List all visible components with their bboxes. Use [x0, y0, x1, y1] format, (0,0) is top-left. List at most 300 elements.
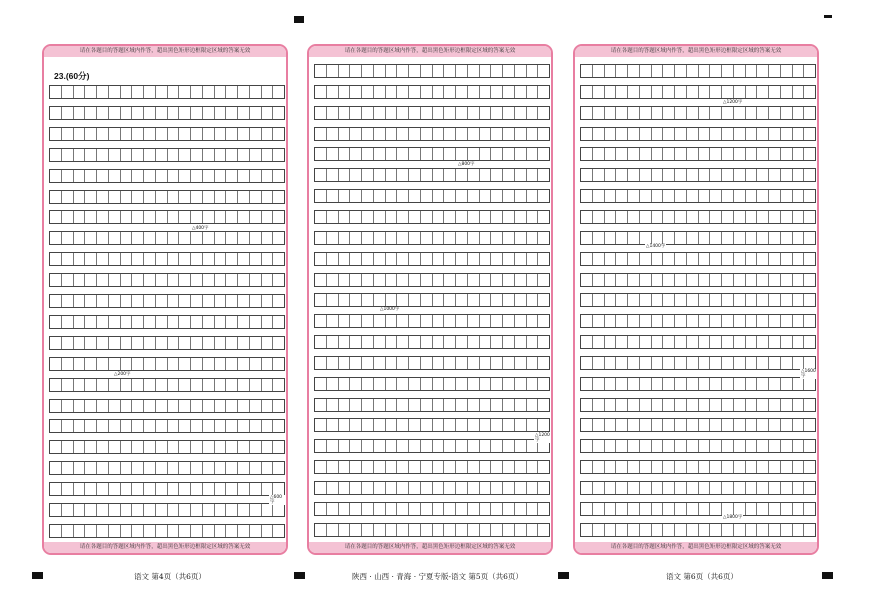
grid-cell[interactable] [640, 315, 652, 327]
grid-cell[interactable] [491, 253, 503, 265]
grid-cell[interactable] [468, 274, 480, 286]
grid-cell[interactable] [421, 211, 433, 223]
grid-cell[interactable] [327, 128, 339, 140]
grid-cell[interactable] [168, 253, 180, 265]
grid-cell[interactable] [640, 169, 652, 181]
grid-cell[interactable] [273, 149, 284, 161]
grid-cell[interactable] [710, 294, 722, 306]
grid-cell[interactable] [699, 253, 711, 265]
grid-cell[interactable] [757, 336, 769, 348]
grid-cell[interactable] [168, 379, 180, 391]
grid-cell[interactable] [421, 169, 433, 181]
grid-cell[interactable] [722, 86, 734, 98]
grid-cell[interactable] [315, 315, 327, 327]
grid-cell[interactable] [433, 232, 445, 244]
grid-cell[interactable] [734, 128, 746, 140]
grid-cell[interactable] [74, 483, 86, 495]
grid-cell[interactable] [444, 378, 456, 390]
grid-cell[interactable] [538, 378, 549, 390]
grid-cell[interactable] [238, 337, 250, 349]
grid-cell[interactable] [663, 107, 675, 119]
grid-cell[interactable] [168, 274, 180, 286]
grid-cell[interactable] [675, 169, 687, 181]
grid-cell[interactable] [168, 128, 180, 140]
grid-row[interactable] [49, 148, 285, 162]
grid-cell[interactable] [97, 525, 109, 537]
grid-cell[interactable] [480, 128, 492, 140]
grid-cell[interactable] [605, 357, 617, 369]
grid-row[interactable] [49, 190, 285, 204]
grid-cell[interactable] [339, 378, 351, 390]
grid-cell[interactable] [781, 148, 793, 160]
grid-cell[interactable] [503, 357, 515, 369]
grid-cell[interactable] [503, 232, 515, 244]
grid-cell[interactable] [687, 399, 699, 411]
grid-cell[interactable] [480, 419, 492, 431]
grid-cell[interactable] [722, 399, 734, 411]
grid-cell[interactable] [315, 190, 327, 202]
grid-cell[interactable] [62, 400, 74, 412]
grid-cell[interactable] [215, 420, 227, 432]
grid-cell[interactable] [421, 107, 433, 119]
grid-cell[interactable] [734, 524, 746, 536]
grid-cell[interactable] [503, 65, 515, 77]
grid-cell[interactable] [699, 315, 711, 327]
grid-cell[interactable] [734, 148, 746, 160]
grid-cell[interactable] [503, 482, 515, 494]
grid-cell[interactable] [74, 337, 86, 349]
grid-cell[interactable] [374, 419, 386, 431]
grid-cell[interactable] [746, 65, 758, 77]
grid-cell[interactable] [593, 190, 605, 202]
grid-cell[interactable] [804, 148, 815, 160]
grid-row[interactable] [49, 440, 285, 454]
grid-row[interactable] [580, 64, 816, 78]
grid-cell[interactable] [362, 503, 374, 515]
grid-cell[interactable] [397, 128, 409, 140]
grid-cell[interactable] [62, 274, 74, 286]
grid-cell[interactable] [121, 274, 133, 286]
grid-cell[interactable] [50, 525, 62, 537]
grid-cell[interactable] [593, 440, 605, 452]
grid-cell[interactable] [85, 191, 97, 203]
grid-cell[interactable] [652, 128, 664, 140]
grid-cell[interactable] [503, 211, 515, 223]
grid-cell[interactable] [793, 357, 805, 369]
grid-cell[interactable] [350, 461, 362, 473]
grid-cell[interactable] [191, 525, 203, 537]
grid-cell[interactable] [757, 294, 769, 306]
grid-cell[interactable] [339, 482, 351, 494]
grid-cell[interactable] [168, 149, 180, 161]
grid-cell[interactable] [640, 357, 652, 369]
grid-cell[interactable] [250, 86, 262, 98]
grid-cell[interactable] [132, 191, 144, 203]
grid-cell[interactable] [616, 419, 628, 431]
grid-cell[interactable] [191, 441, 203, 453]
grid-cell[interactable] [362, 169, 374, 181]
grid-cell[interactable] [273, 483, 284, 495]
grid-cell[interactable] [315, 148, 327, 160]
grid-cell[interactable] [605, 211, 617, 223]
grid-cell[interactable] [121, 191, 133, 203]
grid-cell[interactable] [191, 128, 203, 140]
grid-cell[interactable] [616, 232, 628, 244]
grid-cell[interactable] [327, 211, 339, 223]
grid-cell[interactable] [109, 274, 121, 286]
grid-cell[interactable] [85, 274, 97, 286]
grid-row[interactable] [580, 481, 816, 495]
grid-cell[interactable] [675, 336, 687, 348]
grid-cell[interactable] [605, 190, 617, 202]
grid-cell[interactable] [734, 211, 746, 223]
grid-cell[interactable] [339, 148, 351, 160]
grid-cell[interactable] [62, 462, 74, 474]
grid-cell[interactable] [734, 65, 746, 77]
grid-cell[interactable] [769, 253, 781, 265]
grid-row[interactable] [49, 378, 285, 392]
grid-cell[interactable] [793, 211, 805, 223]
grid-cell[interactable] [374, 232, 386, 244]
grid-cell[interactable] [581, 419, 593, 431]
grid-cell[interactable] [675, 211, 687, 223]
grid-cell[interactable] [273, 295, 284, 307]
grid-cell[interactable] [374, 294, 386, 306]
grid-cell[interactable] [327, 190, 339, 202]
grid-cell[interactable] [262, 274, 274, 286]
grid-cell[interactable] [315, 524, 327, 536]
grid-cell[interactable] [538, 274, 549, 286]
grid-cell[interactable] [62, 420, 74, 432]
grid-cell[interactable] [746, 461, 758, 473]
grid-cell[interactable] [616, 315, 628, 327]
grid-cell[interactable] [121, 295, 133, 307]
grid-cell[interactable] [50, 128, 62, 140]
grid-cell[interactable] [238, 86, 250, 98]
grid-cell[interactable] [273, 107, 284, 119]
grid-cell[interactable] [527, 378, 539, 390]
grid-cell[interactable] [362, 482, 374, 494]
grid-cell[interactable] [191, 504, 203, 516]
grid-cell[interactable] [179, 379, 191, 391]
grid-cell[interactable] [652, 107, 664, 119]
grid-cell[interactable] [527, 294, 539, 306]
grid-cell[interactable] [616, 294, 628, 306]
grid-cell[interactable] [675, 274, 687, 286]
grid-cell[interactable] [746, 482, 758, 494]
grid-cell[interactable] [50, 337, 62, 349]
grid-cell[interactable] [804, 65, 815, 77]
grid-cell[interactable] [581, 190, 593, 202]
grid-cell[interactable] [315, 336, 327, 348]
grid-cell[interactable] [444, 357, 456, 369]
grid-cell[interactable] [769, 294, 781, 306]
grid-cell[interactable] [397, 232, 409, 244]
grid-cell[interactable] [675, 399, 687, 411]
grid-cell[interactable] [734, 357, 746, 369]
grid-cell[interactable] [50, 274, 62, 286]
grid-cell[interactable] [62, 191, 74, 203]
grid-cell[interactable] [273, 128, 284, 140]
grid-cell[interactable] [215, 295, 227, 307]
grid-cell[interactable] [687, 107, 699, 119]
grid-cell[interactable] [109, 420, 121, 432]
grid-cell[interactable] [757, 524, 769, 536]
grid-cell[interactable] [503, 378, 515, 390]
grid-cell[interactable] [132, 462, 144, 474]
grid-cell[interactable] [144, 316, 156, 328]
grid-cell[interactable] [581, 440, 593, 452]
grid-cell[interactable] [804, 274, 815, 286]
grid-cell[interactable] [710, 461, 722, 473]
grid-cell[interactable] [315, 294, 327, 306]
grid-cell[interactable] [515, 503, 527, 515]
grid-cell[interactable] [699, 399, 711, 411]
grid-cell[interactable] [628, 148, 640, 160]
grid-cell[interactable] [804, 169, 815, 181]
grid-cell[interactable] [699, 65, 711, 77]
grid-cell[interactable] [491, 399, 503, 411]
grid-cell[interactable] [397, 315, 409, 327]
grid-cell[interactable] [734, 315, 746, 327]
grid-cell[interactable] [362, 315, 374, 327]
grid-cell[interactable] [327, 86, 339, 98]
grid-row[interactable] [49, 127, 285, 141]
grid-cell[interactable] [581, 524, 593, 536]
grid-cell[interactable] [156, 483, 168, 495]
grid-cell[interactable] [581, 169, 593, 181]
grid-cell[interactable] [757, 482, 769, 494]
grid-cell[interactable] [480, 399, 492, 411]
grid-cell[interactable] [121, 400, 133, 412]
grid-cell[interactable] [421, 86, 433, 98]
grid-cell[interactable] [605, 461, 617, 473]
grid-cell[interactable] [468, 169, 480, 181]
grid-cell[interactable] [339, 232, 351, 244]
grid-cell[interactable] [675, 65, 687, 77]
grid-row[interactable] [314, 273, 550, 287]
grid-cell[interactable] [793, 86, 805, 98]
grid-cell[interactable] [616, 211, 628, 223]
grid-cell[interactable] [339, 461, 351, 473]
grid-cell[interactable] [121, 316, 133, 328]
grid-cell[interactable] [793, 399, 805, 411]
grid-cell[interactable] [97, 232, 109, 244]
grid-cell[interactable] [675, 190, 687, 202]
grid-cell[interactable] [746, 357, 758, 369]
grid-cell[interactable] [593, 169, 605, 181]
grid-cell[interactable] [421, 524, 433, 536]
grid-cell[interactable] [215, 316, 227, 328]
grid-cell[interactable] [433, 440, 445, 452]
grid-cell[interactable] [62, 86, 74, 98]
grid-cell[interactable] [386, 357, 398, 369]
grid-cell[interactable] [456, 190, 468, 202]
grid-cell[interactable] [250, 358, 262, 370]
grid-cell[interactable] [687, 169, 699, 181]
grid-cell[interactable] [168, 86, 180, 98]
grid-cell[interactable] [468, 482, 480, 494]
grid-cell[interactable] [503, 315, 515, 327]
grid-cell[interactable] [215, 211, 227, 223]
grid-cell[interactable] [374, 65, 386, 77]
grid-cell[interactable] [273, 211, 284, 223]
grid-cell[interactable] [515, 232, 527, 244]
grid-cell[interactable] [315, 378, 327, 390]
grid-cell[interactable] [179, 232, 191, 244]
grid-cell[interactable] [593, 128, 605, 140]
grid-cell[interactable] [781, 232, 793, 244]
grid-row[interactable] [49, 315, 285, 329]
grid-cell[interactable] [121, 170, 133, 182]
grid-cell[interactable] [168, 462, 180, 474]
grid-row[interactable] [580, 210, 816, 224]
grid-cell[interactable] [456, 107, 468, 119]
grid-cell[interactable] [132, 170, 144, 182]
grid-cell[interactable] [179, 400, 191, 412]
grid-cell[interactable] [710, 107, 722, 119]
grid-cell[interactable] [397, 148, 409, 160]
grid-cell[interactable] [132, 316, 144, 328]
grid-cell[interactable] [538, 357, 549, 369]
grid-cell[interactable] [675, 461, 687, 473]
grid-row[interactable] [49, 336, 285, 350]
grid-cell[interactable] [503, 169, 515, 181]
grid-cell[interactable] [710, 315, 722, 327]
grid-cell[interactable] [85, 295, 97, 307]
grid-cell[interactable] [515, 315, 527, 327]
grid-cell[interactable] [238, 211, 250, 223]
grid-cell[interactable] [315, 482, 327, 494]
grid-cell[interactable] [515, 419, 527, 431]
grid-cell[interactable] [74, 128, 86, 140]
grid-cell[interactable] [144, 441, 156, 453]
grid-cell[interactable] [156, 337, 168, 349]
grid-cell[interactable] [374, 524, 386, 536]
grid-cell[interactable] [687, 65, 699, 77]
grid-cell[interactable] [503, 399, 515, 411]
grid-cell[interactable] [468, 148, 480, 160]
grid-cell[interactable] [362, 357, 374, 369]
grid-cell[interactable] [203, 400, 215, 412]
grid-cell[interactable] [85, 128, 97, 140]
grid-cell[interactable] [386, 107, 398, 119]
grid-cell[interactable] [121, 379, 133, 391]
grid-cell[interactable] [62, 170, 74, 182]
grid-cell[interactable] [710, 482, 722, 494]
grid-cell[interactable] [397, 357, 409, 369]
grid-cell[interactable] [769, 128, 781, 140]
grid-cell[interactable] [179, 504, 191, 516]
grid-cell[interactable] [503, 274, 515, 286]
grid-cell[interactable] [132, 253, 144, 265]
grid-cell[interactable] [339, 211, 351, 223]
grid-cell[interactable] [538, 190, 549, 202]
grid-cell[interactable] [781, 86, 793, 98]
grid-cell[interactable] [226, 211, 238, 223]
grid-cell[interactable] [109, 504, 121, 516]
grid-cell[interactable] [109, 483, 121, 495]
grid-cell[interactable] [710, 232, 722, 244]
grid-cell[interactable] [179, 86, 191, 98]
grid-cell[interactable] [781, 169, 793, 181]
grid-cell[interactable] [581, 503, 593, 515]
grid-cell[interactable] [203, 483, 215, 495]
grid-cell[interactable] [273, 441, 284, 453]
grid-cell[interactable] [456, 357, 468, 369]
grid-row[interactable] [49, 273, 285, 287]
grid-cell[interactable] [593, 232, 605, 244]
grid-cell[interactable] [386, 524, 398, 536]
grid-cell[interactable] [179, 191, 191, 203]
grid-cell[interactable] [339, 294, 351, 306]
grid-cell[interactable] [757, 107, 769, 119]
grid-cell[interactable] [491, 336, 503, 348]
grid-cell[interactable] [480, 190, 492, 202]
grid-cell[interactable] [362, 190, 374, 202]
grid-cell[interactable] [793, 419, 805, 431]
grid-cell[interactable] [699, 190, 711, 202]
grid-cell[interactable] [769, 440, 781, 452]
grid-cell[interactable] [491, 65, 503, 77]
grid-cell[interactable] [444, 169, 456, 181]
grid-cell[interactable] [97, 107, 109, 119]
grid-row[interactable] [314, 398, 550, 412]
grid-row[interactable] [580, 418, 816, 432]
grid-cell[interactable] [109, 358, 121, 370]
grid-cell[interactable] [699, 232, 711, 244]
grid-cell[interactable] [734, 274, 746, 286]
grid-cell[interactable] [144, 170, 156, 182]
grid-cell[interactable] [409, 148, 421, 160]
grid-cell[interactable] [97, 441, 109, 453]
grid-cell[interactable] [793, 148, 805, 160]
grid-cell[interactable] [339, 86, 351, 98]
grid-cell[interactable] [444, 274, 456, 286]
grid-cell[interactable] [663, 294, 675, 306]
grid-cell[interactable] [605, 65, 617, 77]
grid-cell[interactable] [97, 504, 109, 516]
grid-cell[interactable] [132, 295, 144, 307]
grid-cell[interactable] [156, 191, 168, 203]
grid-cell[interactable] [734, 190, 746, 202]
grid-cell[interactable] [503, 336, 515, 348]
grid-cell[interactable] [769, 86, 781, 98]
grid-cell[interactable] [156, 253, 168, 265]
grid-cell[interactable] [769, 65, 781, 77]
grid-cell[interactable] [652, 274, 664, 286]
grid-cell[interactable] [374, 503, 386, 515]
grid-cell[interactable] [581, 86, 593, 98]
grid-cell[interactable] [262, 337, 274, 349]
grid-cell[interactable] [652, 86, 664, 98]
grid-cell[interactable] [250, 170, 262, 182]
grid-cell[interactable] [215, 274, 227, 286]
grid-cell[interactable] [503, 190, 515, 202]
grid-cell[interactable] [456, 524, 468, 536]
grid-cell[interactable] [85, 462, 97, 474]
grid-cell[interactable] [804, 211, 815, 223]
grid-cell[interactable] [628, 461, 640, 473]
grid-cell[interactable] [144, 191, 156, 203]
grid-cell[interactable] [675, 357, 687, 369]
grid-cell[interactable] [699, 378, 711, 390]
grid-cell[interactable] [722, 294, 734, 306]
grid-cell[interactable] [191, 107, 203, 119]
grid-cell[interactable] [640, 378, 652, 390]
grid-cell[interactable] [339, 503, 351, 515]
grid-row[interactable] [314, 439, 550, 453]
